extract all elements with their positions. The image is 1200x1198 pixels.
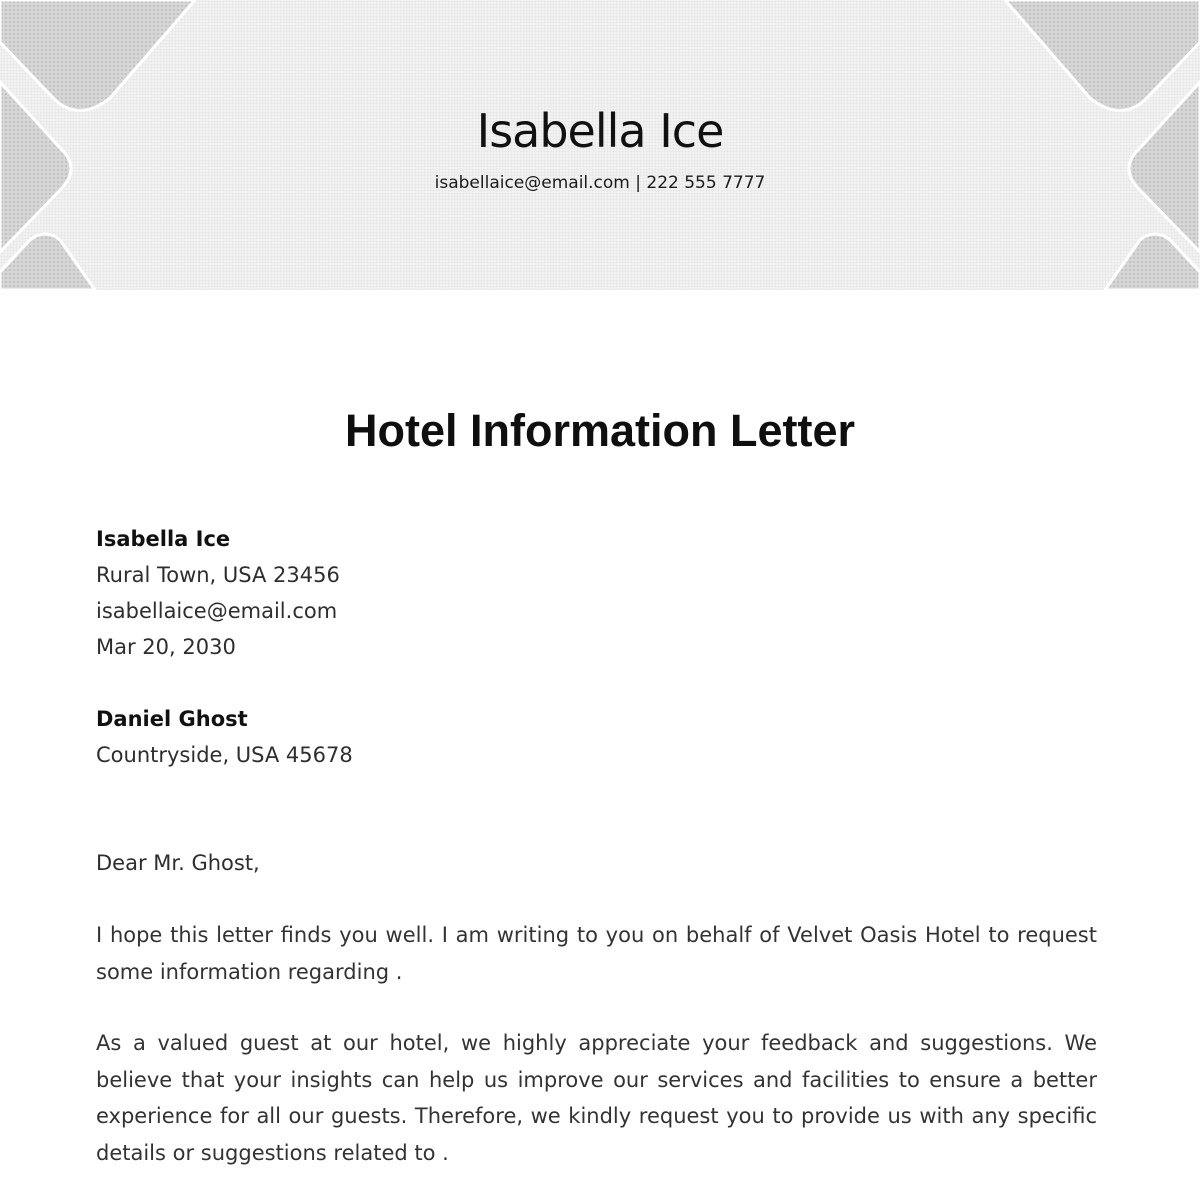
sender-address: Rural Town, USA 23456 xyxy=(96,563,340,587)
recipient-name: Daniel Ghost xyxy=(96,707,248,731)
recipient-address: Countryside, USA 45678 xyxy=(96,743,353,767)
body-paragraph-1: I hope this letter finds you well. I am writing to you on behalf of Velvet Oasis Hotel to request some information regarding . xyxy=(96,923,1097,984)
corner-shape-bottom-left xyxy=(0,234,95,290)
body-paragraph-2: As a valued guest at our hotel, we highly appreciate your feedback and suggestions. We believe that your insights can help us improve our services and facilities to ensure a better experience for all our guests. Therefore, we kindly request you to provide us with any specific details or suggestions related to . xyxy=(96,1031,1097,1165)
corner-shape-top-left xyxy=(0,0,195,111)
letter-date: Mar 20, 2030 xyxy=(96,635,236,659)
corner-shape-bottom-right xyxy=(1105,234,1200,290)
salutation: Dear Mr. Ghost, xyxy=(96,851,260,875)
corner-shape-top-right xyxy=(1005,0,1200,111)
letter-title: Hotel Information Letter xyxy=(344,405,855,456)
sender-name: Isabella Ice xyxy=(96,527,231,551)
sender-email: isabellaice@email.com xyxy=(96,599,338,623)
letterhead-contact: isabellaice@email.com | 222 555 7777 xyxy=(434,173,766,193)
letterhead-banner xyxy=(0,0,1200,290)
letterhead-name: Isabella Ice xyxy=(476,104,724,158)
